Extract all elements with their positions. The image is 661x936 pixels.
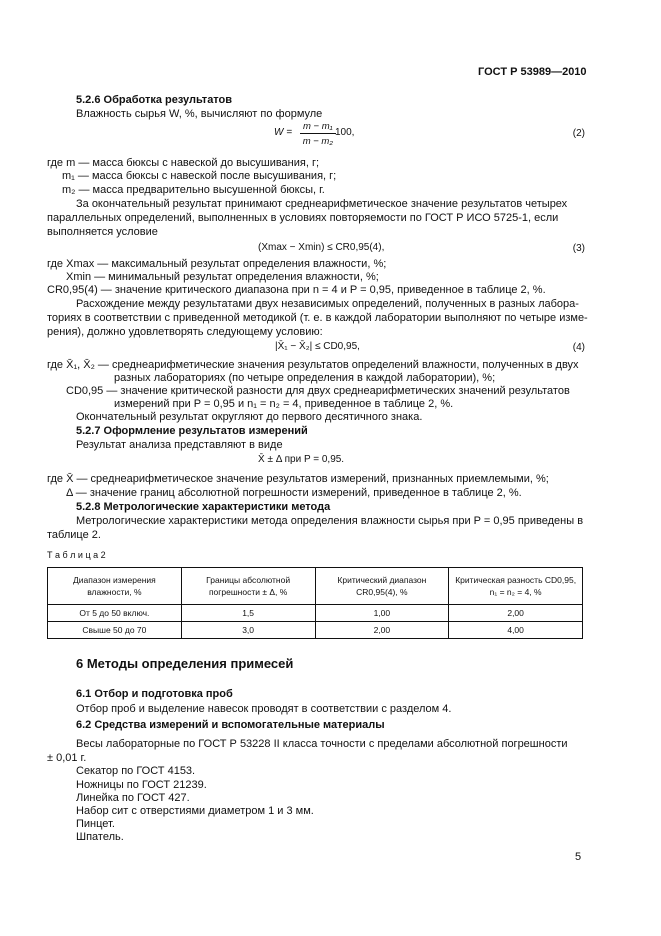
condition-formula-2: |X̄₁ − X̄₂| ≤ CD0,95, bbox=[275, 341, 360, 352]
table-header-cell bbox=[181, 568, 315, 605]
table-cell: 1,00 bbox=[315, 605, 449, 622]
result-expression: X̄ ± Δ при P = 0,95. bbox=[258, 454, 345, 465]
list-item: Пинцет. bbox=[76, 818, 115, 830]
section-heading-5-2-7: 5.2.7 Оформление результатов измерений bbox=[76, 425, 308, 437]
formula-denominator: m − m₂ bbox=[302, 136, 333, 147]
header-line: Критический диапазон bbox=[337, 575, 427, 585]
text-line: рения), должно удовлетворять следующему условию: bbox=[47, 326, 323, 338]
list-item: Ножницы по ГОСТ 21239. bbox=[76, 779, 207, 791]
header-line: Критическая разность CD0,95, bbox=[455, 575, 577, 585]
text-line: ториях в соответствии с приведенной методикой (т. е. в каждой лаборатории выполняют по четыре изме- bbox=[47, 312, 588, 324]
text-line: где Xmax — максимальный результат определения влажности, %; bbox=[47, 258, 387, 270]
section-heading-6-1: 6.1 Отбор и подготовка проб bbox=[76, 688, 233, 700]
section-heading-5-2-6: 5.2.6 Обработка результатов bbox=[76, 94, 233, 106]
section-heading-6-2: 6.2 Средства измерений и вспомогательные материалы bbox=[76, 719, 385, 731]
list-item: Шпатель. bbox=[76, 831, 124, 843]
text-line: Влажность сырья W, %, вычисляют по формуле bbox=[76, 108, 323, 120]
table-header-cell bbox=[449, 568, 583, 605]
condition-formula: (Xmax − Xmin) ≤ CR0,95(4), bbox=[258, 242, 385, 253]
equation-number: (2) bbox=[572, 128, 585, 139]
table-2 bbox=[47, 567, 583, 639]
header-line: Диапазон измерения bbox=[72, 575, 156, 585]
list-item: Секатор по ГОСТ 4153. bbox=[76, 765, 196, 777]
page-number: 5 bbox=[575, 851, 582, 863]
table-cell: Свыше 50 до 70 bbox=[48, 622, 182, 639]
table-cell: 1,5 bbox=[181, 605, 315, 622]
equation-number: (3) bbox=[572, 243, 585, 254]
table-row bbox=[48, 605, 583, 622]
table-cell: 2,00 bbox=[449, 605, 583, 622]
header-line: n₁ = n₂ = 4, % bbox=[489, 587, 542, 597]
header-line: влажности, % bbox=[87, 587, 142, 597]
list-item: ± 0,01 г. bbox=[47, 752, 87, 764]
table-row bbox=[48, 622, 583, 639]
text-line: где X̄ — среднеарифметическое значение результатов измерений, признанных приемлемыми, %; bbox=[47, 473, 549, 485]
text-line: m₁ — масса бюксы с навеской после высушивания, г; bbox=[62, 170, 337, 182]
table-header-cell bbox=[315, 568, 449, 605]
header-line: погрешности ± Δ, % bbox=[208, 587, 288, 597]
text-line: m₂ — масса предварительно высушенной бюксы, г. bbox=[62, 184, 325, 196]
formula-numerator: m − m₁ bbox=[300, 121, 336, 134]
formula-lhs: W = bbox=[274, 127, 293, 138]
table-caption: Т а б л и ц а 2 bbox=[47, 550, 106, 560]
formula-tail: 100, bbox=[335, 127, 355, 138]
text-line: разных лабораториях (по четыре определения в каждой лаборатории), %; bbox=[114, 372, 496, 384]
text-line: Метрологические характеристики метода определения влажности сырья при P = 0,95 приведены в bbox=[76, 515, 584, 527]
text-line: CD0,95 — значение критической разности для двух среднеарифметических значений результатов bbox=[66, 385, 570, 397]
text-line: где m — масса бюксы с навеской до высушивания, г; bbox=[47, 157, 320, 169]
text-line: Результат анализа представляют в виде bbox=[76, 439, 283, 451]
text-line: измерений при P = 0,95 и n₁ = n₂ = 4, приведенное в таблице 2, %. bbox=[114, 398, 454, 410]
table-cell: 4,00 bbox=[449, 622, 583, 639]
text-line: CR0,95(4) — значение критического диапазона при n = 4 и P = 0,95, приведенное в таблице 2, %. bbox=[47, 284, 546, 296]
text-line: Xmin — минимальный результат определения влажности, %; bbox=[66, 271, 379, 283]
text-line: Расхождение между результатами двух независимых определений, полученных в разных лабора- bbox=[76, 298, 579, 310]
text-line: Δ — значение границ абсолютной погрешности измерений, приведенное в таблице 2, %. bbox=[66, 487, 522, 499]
text-line: выполняется условие bbox=[47, 226, 158, 238]
equation-number: (4) bbox=[572, 342, 585, 353]
text-line: где X̄₁, X̄₂ — среднеарифметические значения результатов определений влажности, полученных в двух bbox=[47, 359, 579, 371]
list-item: Набор сит с отверстиями диаметром 1 и 3 мм. bbox=[76, 805, 314, 817]
table-cell: 3,0 bbox=[181, 622, 315, 639]
table-header-row bbox=[48, 568, 583, 605]
page-header: ГОСТ Р 53989—2010 bbox=[478, 66, 587, 78]
formula-fraction bbox=[300, 121, 336, 147]
section-heading-6: 6 Методы определения примесей bbox=[76, 656, 294, 671]
text-line: За окончательный результат принимают среднеарифметическое значение результатов четырех bbox=[76, 198, 568, 210]
table-header-cell bbox=[48, 568, 182, 605]
list-item: Линейка по ГОСТ 427. bbox=[76, 792, 190, 804]
text-line: Отбор проб и выделение навесок проводят в соответствии с разделом 4. bbox=[76, 703, 452, 715]
table-cell: От 5 до 50 включ. bbox=[48, 605, 182, 622]
text-line: параллельных определений, выполненных в условиях повторяемости по ГОСТ Р ИСО 5725-1, если bbox=[47, 212, 559, 224]
text-line: Окончательный результат округляют до первого десятичного знака. bbox=[76, 411, 423, 423]
table-cell: 2,00 bbox=[315, 622, 449, 639]
section-heading-5-2-8: 5.2.8 Метрологические характеристики метода bbox=[76, 501, 331, 513]
text-line: таблице 2. bbox=[47, 529, 101, 541]
header-line: CR0,95(4), % bbox=[356, 587, 408, 597]
list-item: Весы лабораторные по ГОСТ Р 53228 II класса точности с пределами абсолютной погрешности bbox=[76, 738, 568, 750]
header-line: Границы абсолютной bbox=[206, 575, 291, 585]
